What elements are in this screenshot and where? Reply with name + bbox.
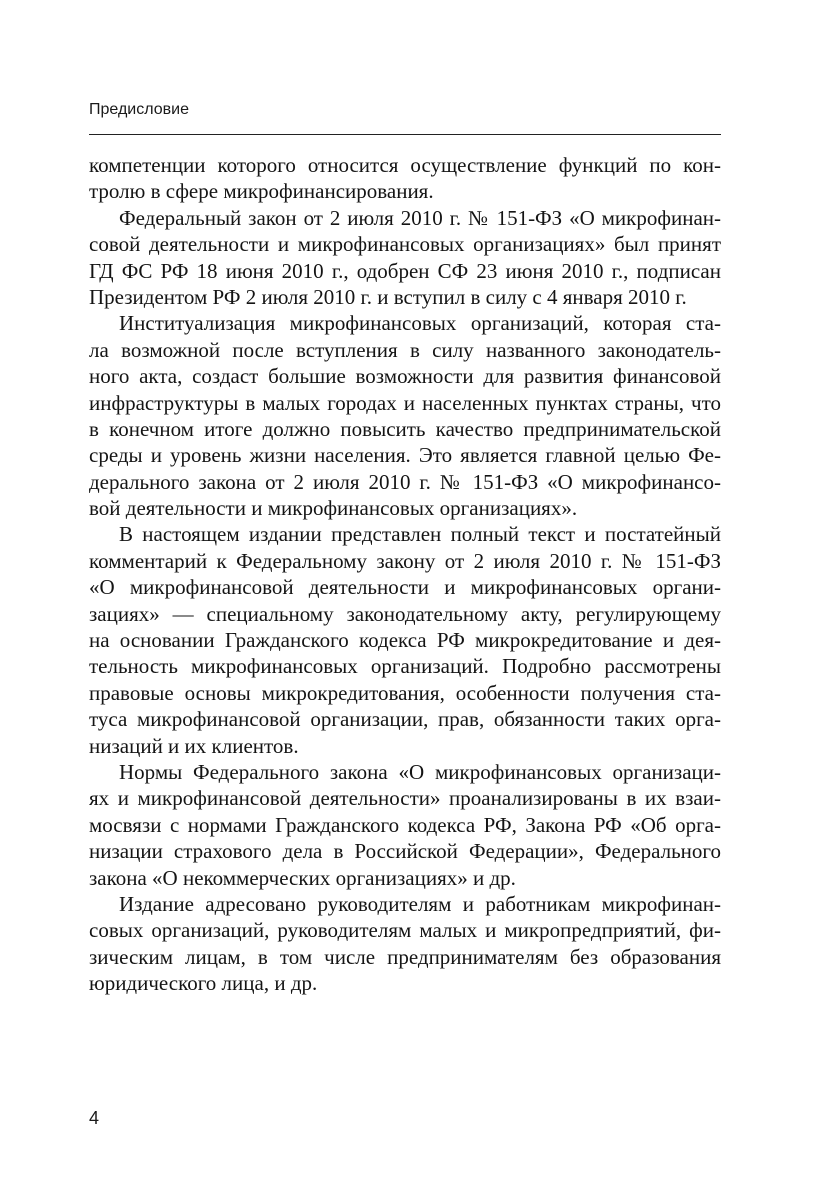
text-line: ного акта, создаст большие возможности для развития финансовой [89,364,721,389]
text-line: юридического лица, и др. [89,971,318,996]
paragraph [89,310,721,521]
paragraph [89,891,721,997]
paragraph [89,205,721,311]
running-header: Предисловие [89,101,189,118]
text-line: правовые основы микрокредитования, особенности получения ста- [89,680,721,705]
text-line: среды и уровень жизни населения. Это является главной целью Фе- [89,443,721,468]
text-line: зическим лицам, в том числе предпринимателям без образования [89,944,721,969]
paragraph [89,521,721,759]
text-line: Нормы Федерального закона «О микрофинансовых организаци- [119,759,721,784]
text-line: Президентом РФ 2 июля 2010 г. и вступил в силу с 4 января 2010 г. [89,284,687,309]
text-line: ГД ФС РФ 18 июня 2010 г., одобрен СФ 23 июня 2010 г., подписан [89,258,721,283]
paragraph [89,152,721,205]
text-line: В настоящем издании представлен полный текст и постатейный [119,522,721,547]
body-text [89,152,721,997]
text-line: инфраструктуры в малых городах и населенных пунктах страны, что [89,390,721,415]
text-line: совой деятельности и микрофинансовых организациях» был принят [89,232,721,257]
text-line: Издание адресовано руководителям и работникам микрофинан- [119,891,721,916]
text-line: тельность микрофинансовых организаций. Подробно рассмотрены [89,654,721,679]
text-line: мосвязи с нормами Гражданского кодекса РФ, Закона РФ «Об орга- [89,812,721,837]
text-line: совых организаций, руководителям малых и микропредприятий, фи- [89,918,721,943]
text-line: «О микрофинансовой деятельности и микрофинансовых органи- [89,575,721,600]
text-line: Институализация микрофинансовых организаций, которая ста- [119,311,721,336]
text-line: комментарий к Федеральному закону от 2 июля 2010 г. № 151-ФЗ [89,548,721,573]
text-line: зациях» — специальному законодательному акту, регулирующему [89,601,721,626]
text-line: ла возможной после вступления в силу названного законодатель- [89,337,721,362]
page-number: 4 [89,1108,100,1128]
text-line: ях и микрофинансовой деятельности» проанализированы в их взаи- [89,786,721,811]
text-line: Федеральный закон от 2 июля 2010 г. № 151-ФЗ «О микрофинан- [119,205,721,230]
header-divider [89,134,721,135]
text-line: компетенции которого относится осуществление функций по кон- [89,153,721,177]
text-line: низаций и их клиентов. [89,733,299,758]
text-line: дерального закона от 2 июля 2010 г. № 151-ФЗ «О микрофинансо- [89,469,721,494]
text-line: тролю в сфере микрофинансирования. [89,179,434,204]
text-line: вой деятельности и микрофинансовых организациях». [89,496,578,521]
paragraph [89,759,721,891]
text-line: в конечном итоге должно повысить качество предпринимательской [89,416,721,441]
text-line: низации страхового дела в Российской Федерации», Федерального [89,839,721,864]
text-line: туса микрофинансовой организации, прав, обязанности таких орга- [89,707,721,732]
text-line: закона «О некоммерческих организациях» и др. [89,865,516,890]
text-line: на основании Гражданского кодекса РФ микрокредитование и дея- [89,628,721,653]
